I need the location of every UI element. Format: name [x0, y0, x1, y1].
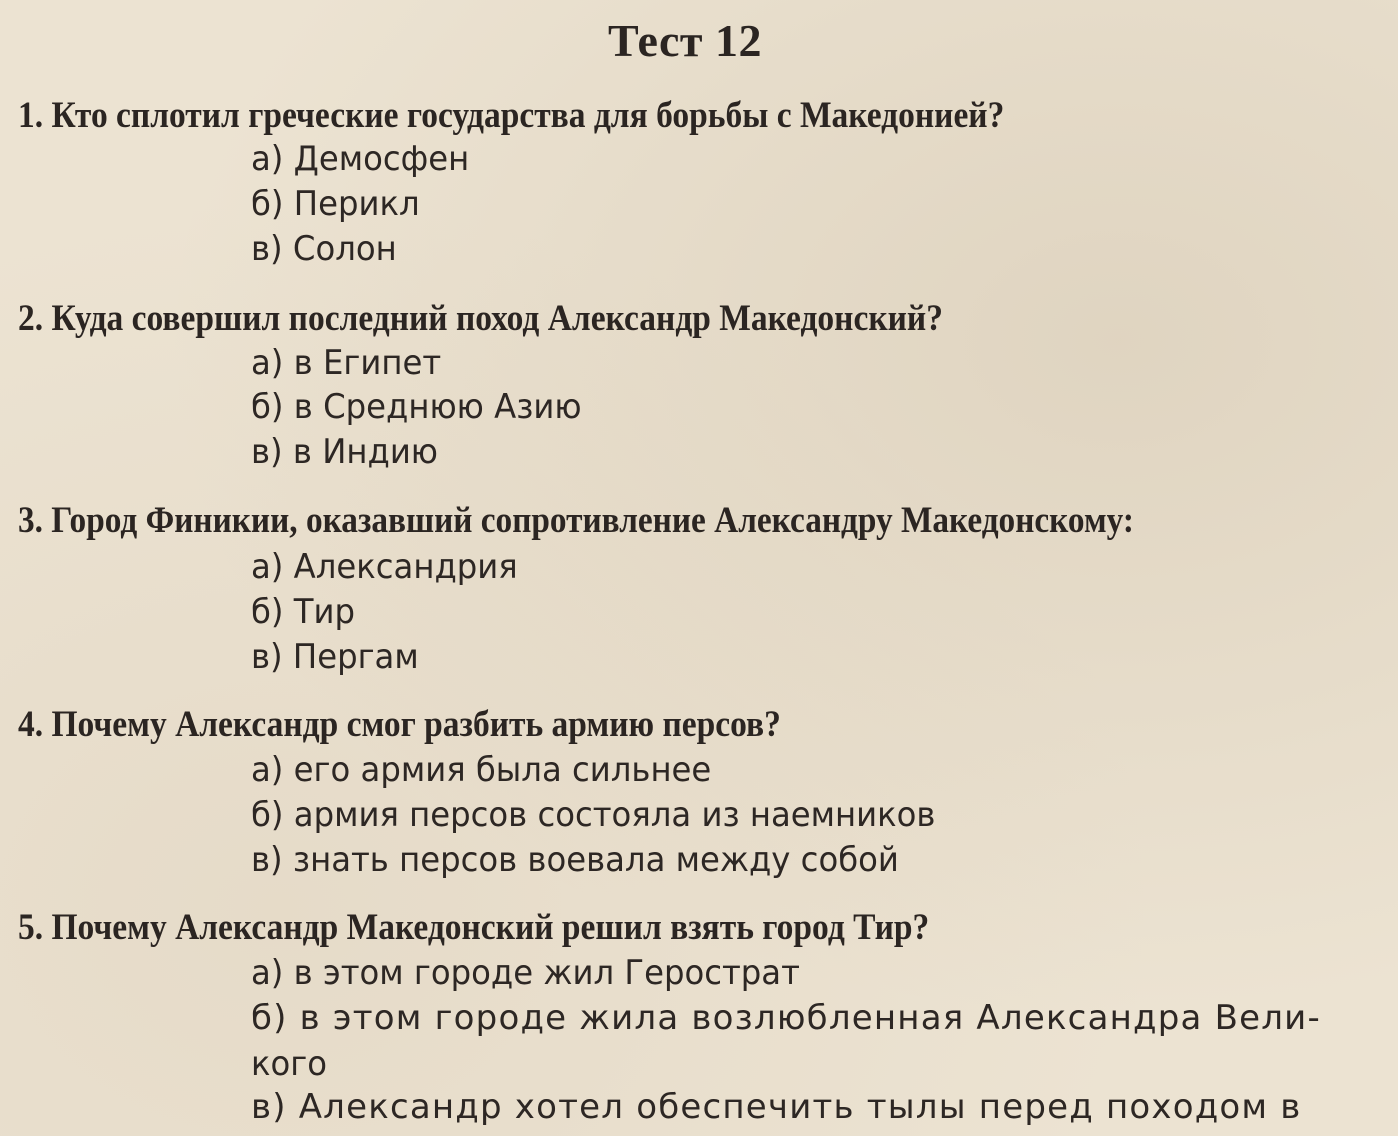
page-title: Тест 12 — [608, 15, 762, 66]
answer-3b: б) Тир — [251, 592, 356, 632]
answer-1b: б) Перикл — [251, 184, 420, 224]
question-2: 2. Куда совершил последний поход Александр Македонский? — [18, 298, 943, 339]
answer-4c: в) знать персов воевала между собой — [251, 840, 899, 880]
answer-2b: б) в Среднюю Азию — [251, 387, 582, 427]
answer-1a: а) Демосфен — [251, 139, 470, 179]
answer-3a: а) Александрия — [251, 547, 518, 587]
answer-5c: в) Александр хотел обеспечить тылы перед походом в — [251, 1087, 1302, 1127]
answer-4b: б) армия персов состояла из наемников — [251, 795, 936, 835]
question-5: 5. Почему Александр Македонский решил взять город Тир? — [18, 907, 930, 948]
answer-2c: в) в Индию — [251, 432, 439, 472]
answer-5b: б) в этом городе жила возлюбленная Александра Вели- — [251, 998, 1321, 1038]
question-3: 3. Город Финикии, оказавший сопротивление Александру Македонскому: — [18, 500, 1134, 541]
answer-5b-continuation: кого — [251, 1044, 328, 1084]
answer-4a: а) его армия была сильнее — [251, 750, 712, 790]
question-1: 1. Кто сплотил греческие государства для борьбы с Македонией? — [18, 95, 1005, 136]
question-4: 4. Почему Александр смог разбить армию персов? — [18, 704, 781, 745]
answer-1c: в) Солон — [251, 229, 397, 269]
answer-5a: а) в этом городе жил Герострат — [251, 953, 800, 993]
answer-3c: в) Пергам — [251, 637, 419, 677]
answer-2a: а) в Египет — [251, 343, 442, 383]
